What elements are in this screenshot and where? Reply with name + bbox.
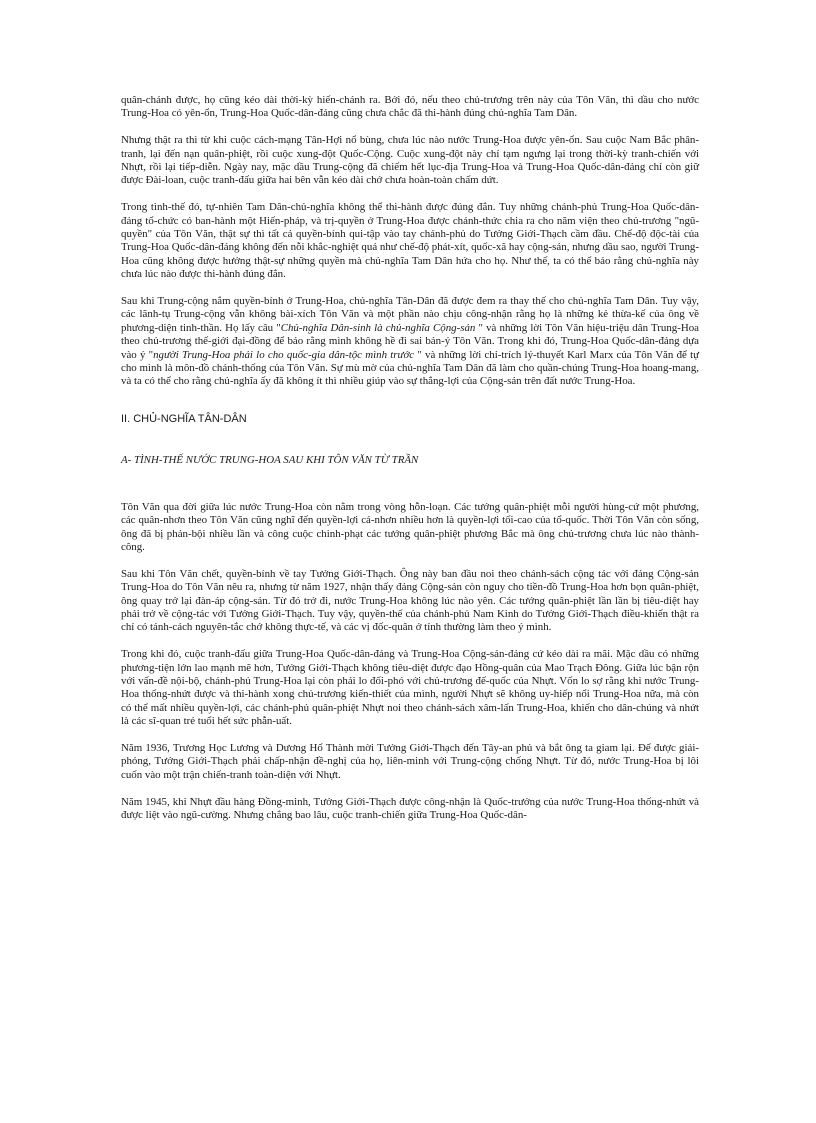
quote-quoc-gia: người Trung-Hoa phải lo cho quốc-gia dân-tộc mình trước	[153, 348, 415, 361]
paragraph-4-text-1: Sau khi Trung-cộng nắm quyền-bính ở Trung-Hoa, chủ-nghĩa Tân-Dân đã được đem ra thay thế cho chủ-nghĩa Tam Dân. Tuy vậy, các lãnh-tụ Trung-cộng vẫn không bài-xích Tôn Văn và một phần nào chịu công-nhận rằng họ là những kẻ thừa-kế của ông về phương-diện tinh-thần. Họ lấy câu "	[121, 295, 699, 334]
paragraph-9: Năm 1945, khi Nhựt đầu hàng Đồng-minh, Tưởng Giới-Thạch được công-nhận là Quốc-trưởng của nước Trung-Hoa thống-nhứt và được liệt vào ngũ-cường. Nhưng chẳng bao lâu, cuộc tranh-chiến giữa Trung-Hoa Quốc-dân-	[121, 795, 699, 821]
paragraph-4-text-3: " và những lời chỉ-trích lý-thuyết Karl Marx của Tôn Văn để tự cho mình là môn-đồ chánh-thống của Tôn Văn. Sự mù mờ của chủ-nghĩa Tam Dân đã làm cho quần-chúng Trung-Hoa hoang-mang, và ta có thể cho rằng chủ-nghĩa ấy đã không ít thì nhiều giúp vào sự thắng-lợi của Cộng-sản trên đất nước Trung-Hoa.	[121, 348, 699, 388]
quote-dan-sinh: Chủ-nghĩa Dân-sinh là chủ-nghĩa Cộng-sản	[280, 321, 476, 334]
paragraph-4-text-2: " và những lời Tôn Văn hiệu-triệu dân Trung-Hoa theo chủ-trương thế-giới đại-đồng để bảo rằng mình không hề đi sai bản-ý Tôn Văn. Trong khi đó, Trung-Hoa Quốc-dân-đảng dựa vào ý "	[121, 321, 699, 361]
paragraph-1: quân-chánh được, họ cũng kéo dài thời-kỳ hiến-chánh ra. Bởi đó, nếu theo chủ-trương trên này của Tôn Văn, thì dầu cho nước Trung-Hoa có yên-ổn, Trung-Hoa Quốc-dân-đảng cũng chưa chắc đã thi-hành đúng chủ-nghĩa Tam Dân.	[121, 94, 699, 120]
paragraph-7: Trong khi đó, cuộc tranh-đấu giữa Trung-Hoa Quốc-dân-đảng và Trung-Hoa Cộng-sản-đảng cứ kéo dài ra mãi. Mặc dầu có những phương-tiện lớn lao mạnh mẽ hơn, Tưởng Giới-Thạch không tiêu-diệt được đạo Hồng-quân của Mao Trạch Đông. Giữa lúc bận rộn với vấn-đề nội-bộ, chánh-phủ Trung-Hoa lại còn phải lo đối-phó với chủ-trương đế-quốc của Nhựt. Vốn lo sợ rằng khi nước Trung-Hoa thống-nhứt được và thi-hành xong chủ-trương kiến-thiết của mình, người Nhựt sẽ không uy-hiếp nổi Trung-Hoa nữa, mà còn có thể mất nhiều quyền-lợi, các chánh-phủ quân-phiệt Nhựt noi theo chánh-sách xâm-lấn Trung-Hoa, khiến cho dân-chúng và nhứt là các sĩ-quan trẻ tuổi hết sức phẫn-uất.	[121, 648, 699, 728]
paragraph-8: Năm 1936, Trương Học Lương và Dương Hổ Thành mời Tưởng Giới-Thạch đến Tây-an phủ và bắt ông ta giam lại. Để được giải-phóng, Tưởng Giới-Thạch phải chấp-nhận đề-nghị của họ, liên-minh với Trung-cộng chống Nhựt. Từ đó, nước Trung-Hoa bị lôi cuốn vào một trận chiến-tranh toàn-diện với Nhựt.	[121, 741, 699, 781]
paragraph-2: Nhưng thật ra thì từ khi cuộc cách-mạng Tân-Hợi nổ bùng, chưa lúc nào nước Trung-Hoa được yên-ổn. Sau cuộc Nam Bắc phân-tranh, lại đến nạn quân-phiệt, rồi cuộc xung-đột Quốc-Cộng. Cuộc xung-đột này chỉ tạm ngưng lại trong thời-kỳ tranh-chiến với Nhựt, rồi lại tiếp-diễn. Ngày nay, mặc dầu Trung-cộng đã chiếm hết lục-địa Trung-Hoa và Trung-Hoa Quốc-dân-đảng chỉ còn giữ được Đài-loan, cuộc tranh-đấu giữa hai bên vẫn kéo dài chớ chưa hoàn-toàn chấm dứt.	[121, 134, 699, 187]
subsection-heading: A- TÌNH-THẾ NƯỚC TRUNG-HOA SAU KHI TÔN VĂN TỪ TRẦN	[121, 454, 419, 467]
paragraph-3: Trong tình-thế đó, tự-nhiên Tam Dân-chủ-nghĩa không thể thi-hành được đúng đắn. Tuy những chánh-phủ Trung-Hoa Quốc-dân-đảng tổ-chức có ban-hành một Hiến-pháp, và trị-quyền ở Trung-Hoa được chánh-thức chia ra cho năm viện theo chủ-trương "ngũ-quyền" của Tôn Văn, thật sự thì tất cả quyền-bính qui-tập vào tay chánh-phủ do Tưởng Giới-Thạch cầm đầu. Chế-độ độc-tài của Trung-Hoa Quốc-dân-đảng không đến nỗi khắc-nghiệt quá như chế-độ phát-xít, quốc-xã hay cộng-sản, nhưng dầu sao, người Trung-Hoa cũng không được hưởng thật-sự những quyền mà chủ-nghĩa Tam Dân hứa cho họ. Như thế, ta có thể bảo rằng chủ-nghĩa này chưa lúc nào được thi-hành đúng đắn.	[121, 201, 699, 281]
paragraph-4	[121, 295, 699, 389]
paragraph-6: Sau khi Tôn Văn chết, quyền-bính về tay Tưởng Giới-Thạch. Ông này ban đầu noi theo chánh-sách cộng tác với đảng Cộng-sản Trung-Hoa do Tôn Văn nêu ra, nhưng từ năm 1927, nhận thấy đảng Cộng-sản còn nguy cho tiền-đồ Trung-Hoa hơn bọn quân-phiệt, ông quay trở lại đàn-áp cộng-sản. Từ đó trở đi, nước Trung-Hoa không lúc nào yên. Các tướng quân-phiệt lần lần bị tiêu-diệt hay phải trở về cộng-tác với Tưởng Giới-Thạch. Tuy vậy, quyền-thế của chánh-phủ Nam Kinh do Tưởng Giới-Thạch điều-khiển thật ra chỉ có tánh-cách nguyên-tắc chớ không thực-tế, và các vị đốc-quân ở tỉnh thường làm theo ý mình.	[121, 567, 699, 634]
document-page	[121, 94, 699, 836]
section-heading: II. CHỦ-NGHĨA TÂN-DÂN	[121, 412, 247, 425]
paragraph-5: Tôn Văn qua đời giữa lúc nước Trung-Hoa còn nằm trong vòng hỗn-loạn. Các tướng quân-phiệt mỗi người hùng-cứ một phương, các quân-nhơn theo Tôn Văn cũng nghĩ đến quyền-lợi cá-nhơn nhiều hơn là quyền-lợi tối-cao của tổ-quốc. Thời Tôn Văn còn sống, ông đã bị phản-bội nhiều lần và công cuộc chinh-phạt các tướng quân-phiệt phương Bắc mà ông chủ-trương chưa lúc nào thành-công.	[121, 500, 699, 553]
